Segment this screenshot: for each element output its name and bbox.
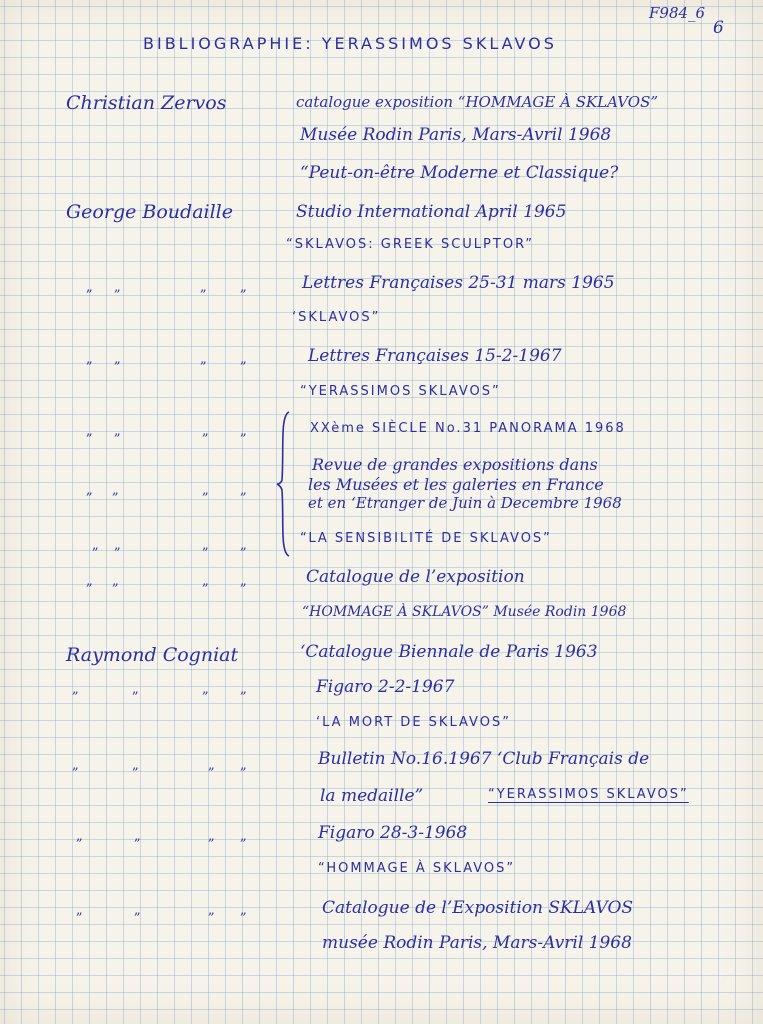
ditto-mark: „	[72, 682, 79, 697]
entry-line-underlined: “YERASSIMOS SKLAVOS”	[488, 787, 689, 802]
entry-line: “SKLAVOS: GREEK SCULPTOR”	[286, 237, 535, 252]
entry-line: ‘SKLAVOS”	[292, 310, 381, 325]
entry-line: Catalogue de l’Exposition SKLAVOS	[322, 898, 634, 918]
ditto-mark: „	[112, 574, 119, 589]
ditto-mark: „	[208, 758, 215, 773]
entry-line: musée Rodin Paris, Mars-Avril 1968	[322, 933, 632, 953]
entry-line: “HOMMAGE À SKLAVOS”	[318, 861, 516, 876]
author-christian-zervos: Christian Zervos	[66, 92, 227, 114]
ditto-mark: „	[86, 424, 93, 439]
author-raymond-cogniat: Raymond Cogniat	[66, 644, 239, 666]
ditto-mark: „	[114, 352, 121, 367]
ditto-mark: „	[134, 829, 141, 844]
entry-line: “LA SENSIBILITÉ DE SKLAVOS”	[300, 531, 552, 546]
ditto-mark: „	[114, 538, 121, 553]
ditto-mark: „	[240, 758, 247, 773]
entry-line: et en ‘Etranger de Juin à Decembre 1968	[308, 494, 622, 512]
ditto-mark: „	[202, 538, 209, 553]
ditto-mark: „	[86, 574, 93, 589]
ditto-mark: „	[86, 280, 93, 295]
ditto-mark: „	[92, 538, 99, 553]
archive-reference: F984_6	[649, 4, 706, 22]
page-number: 6	[713, 18, 724, 38]
entry-line: Musée Rodin Paris, Mars-Avril 1968	[300, 125, 612, 145]
entry-line: Lettres Françaises 25-31 mars 1965	[302, 273, 615, 293]
ditto-mark: „	[134, 903, 141, 918]
entry-line: catalogue exposition “HOMMAGE À SKLAVOS”	[296, 93, 659, 111]
entry-line: Catalogue de l’exposition	[306, 567, 525, 587]
ditto-mark: „	[132, 758, 139, 773]
entry-line: “YERASSIMOS SKLAVOS”	[300, 384, 501, 399]
ditto-mark: „	[200, 280, 207, 295]
ditto-mark: „	[240, 682, 247, 697]
entry-line: Figaro 2-2-1967	[316, 677, 455, 697]
ditto-mark: „	[114, 424, 121, 439]
author-george-boudaille: George Boudaille	[66, 201, 233, 223]
entry-line: “Peut-on-être Moderne et Classique?	[300, 163, 619, 183]
entry-line: “HOMMAGE À SKLAVOS” Musée Rodin 1968	[302, 604, 627, 620]
entry-line: Figaro 28-3-1968	[318, 823, 468, 843]
ditto-mark: „	[202, 574, 209, 589]
entry-line: ‘Catalogue Biennale de Paris 1963	[300, 642, 598, 662]
ditto-mark: „	[114, 280, 121, 295]
ditto-mark: „	[240, 280, 247, 295]
entry-line: ‘LA MORT DE SKLAVOS”	[316, 715, 511, 730]
entry-line: Bulletin No.16.1967 ‘Club Français de	[318, 749, 650, 769]
ditto-mark: „	[240, 829, 247, 844]
ditto-mark: „	[76, 903, 83, 918]
entry-line: les Musées et les galeries en France	[308, 475, 604, 494]
entry-line: Studio International April 1965	[296, 202, 567, 222]
ditto-mark: „	[240, 574, 247, 589]
document-title: BIBLIOGRAPHIE: YERASSIMOS SKLAVOS	[143, 34, 557, 53]
ditto-mark: „	[202, 483, 209, 498]
ditto-mark: „	[240, 424, 247, 439]
entry-line: XXème SIÈCLE No.31 PANORAMA 1968	[310, 421, 626, 436]
ditto-mark: „	[86, 483, 93, 498]
ditto-mark: „	[240, 352, 247, 367]
ditto-mark: „	[200, 352, 207, 367]
entry-line: Lettres Françaises 15-2-1967	[308, 346, 562, 366]
ditto-mark: „	[86, 352, 93, 367]
entry-line: la medaille”	[320, 786, 424, 806]
ditto-mark: „	[208, 903, 215, 918]
ditto-mark: „	[112, 483, 119, 498]
ditto-mark: „	[76, 829, 83, 844]
bracket-mark	[276, 410, 290, 558]
ditto-mark: „	[240, 538, 247, 553]
ditto-mark: „	[202, 682, 209, 697]
entry-line: Revue de grandes expositions dans	[312, 455, 598, 474]
ditto-mark: „	[208, 829, 215, 844]
ditto-mark: „	[240, 483, 247, 498]
ditto-mark: „	[72, 758, 79, 773]
ditto-mark: „	[132, 682, 139, 697]
ditto-mark: „	[240, 903, 247, 918]
ditto-mark: „	[202, 424, 209, 439]
